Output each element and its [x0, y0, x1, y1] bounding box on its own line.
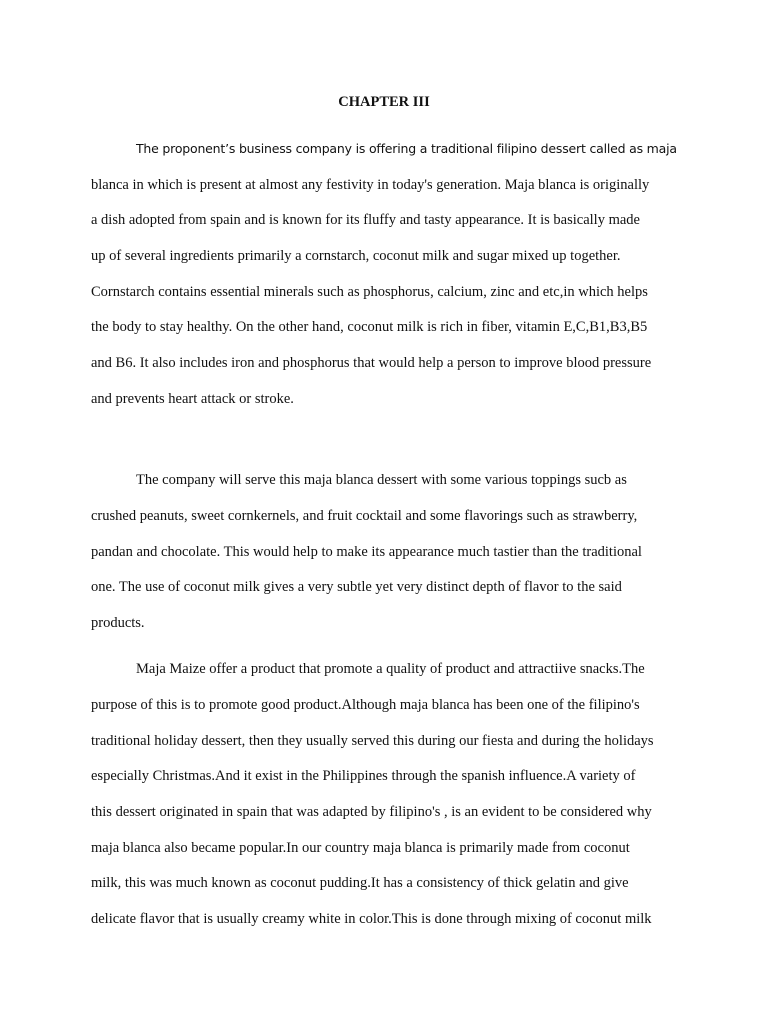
paragraph-1-line-5: Cornstarch contains essential minerals such as phosphorus, calcium, zinc and etc,in which helps — [91, 284, 648, 300]
chapter-title: CHAPTER III — [338, 94, 430, 110]
paragraph-1-line-2: blanca in which is present at almost any festivity in today's generation. Maja blanca is originally — [91, 177, 650, 193]
paragraph-3-line-1: Maja Maize offer a product that promote a quality of product and attractiive snacks.The — [136, 661, 645, 677]
paragraph-1-line-3: a dish adopted from spain and is known for its fluffy and tasty appearance. It is basically made — [91, 212, 640, 228]
paragraph-1-line-6: the body to stay healthy. On the other hand, coconut milk is rich in fiber, vitamin E,C,B1,B3,B5 — [91, 319, 648, 335]
paragraph-1-line-7: and B6. It also includes iron and phosphorus that would help a person to improve blood pressure — [91, 355, 652, 371]
paragraph-3-line-8: delicate flavor that is usually creamy white in color.This is done through mixing of coconut milk — [91, 911, 652, 927]
paragraph-1-line-4: up of several ingredients primarily a cornstarch, coconut milk and sugar mixed up together. — [91, 248, 621, 264]
paragraph-3-line-3: traditional holiday dessert, then they usually served this during our fiesta and during the holidays — [91, 733, 654, 749]
paragraph-3-line-5: this dessert originated in spain that was adapted by filipino's , is an evident to be considered why — [91, 804, 652, 820]
paragraph-2-line-2: crushed peanuts, sweet cornkernels, and fruit cocktail and some flavorings such as strawberry, — [91, 508, 638, 524]
paragraph-2-line-4: one. The use of coconut milk gives a very subtle yet very distinct depth of flavor to the said — [91, 579, 622, 595]
paragraph-2-line-1: The company will serve this maja blanca dessert with some various toppings sucb as — [136, 472, 627, 488]
paragraph-1-line-1: The proponent’s business company is offering a traditional filipino dessert called as maja — [136, 141, 677, 156]
paragraph-2-line-3: pandan and chocolate. This would help to make its appearance much tastier than the traditional — [91, 544, 642, 560]
paragraph-3-line-4: especially Christmas.And it exist in the Philippines through the spanish influence.A variety of — [91, 768, 636, 784]
paragraph-1-line-8: and prevents heart attack or stroke. — [91, 391, 294, 407]
paragraph-3-line-2: purpose of this is to promote good product.Although maja blanca has been one of the filipino's — [91, 697, 640, 713]
paragraph-3-line-7: milk, this was much known as coconut pudding.It has a consistency of thick gelatin and give — [91, 875, 629, 891]
paragraph-2-line-5: products. — [91, 615, 145, 631]
paragraph-3-line-6: maja blanca also became popular.In our country maja blanca is primarily made from coconut — [91, 840, 630, 856]
